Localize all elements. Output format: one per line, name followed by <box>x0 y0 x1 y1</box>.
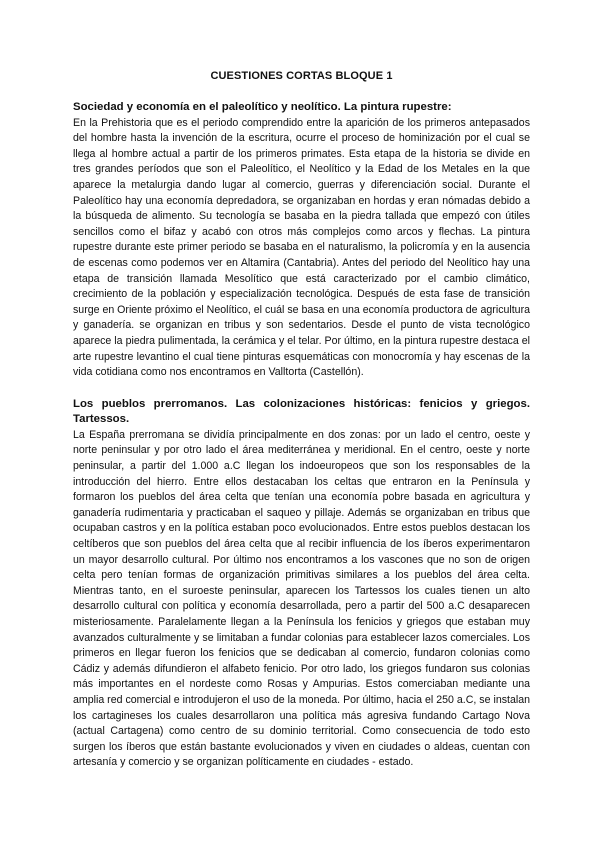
section-heading: Los pueblos prerromanos. Las colonizaciones históricas: fenicios y griegos. Tartessos. <box>73 397 530 426</box>
section-body: La España prerromana se dividía principalmente en dos zonas: por un lado el centro, oeste y norte peninsular y por otro lado el área mediterránea y meridional. En el centro, oeste y norte peninsular, a partir del 1.000 a.C llegan los indoeuropeos que son los responsables de la introducción del hierro. Entre ellos destacaban los celtas que entraron en la Península y formaron los pueblos del área celta que tenían una economía pobre basada en agricultura y ganadería rudimentaria y practicaban el saqueo y pillaje. Además se organizaban en tribus que ocupaban castros y en la política estaban poco evolucionados. Entre estos pueblos destacan los celtíberos que son pueblos del área celta que al recibir influencia de los íberos experimentaron un mayor desarrollo cultural. Por último nos encontramos a los vascones que no son de origen celta pero tenían formas de organización primitivas similares a los pueblos del área celta. Mientras tanto, en el suroeste peninsular, aparecen los Tartessos los cuales tienen un alto desarrollo cultural con política y economía desarrollada, pero a partir del 500 a.C desaparecen misteriosamente. Paralelamente llegan a la Península los fenicios y griegos que estaban muy avanzados culturalmente y se limitaban a fundar colonias para establecer lazos comerciales. Los primeros en llegar fueron los fenicios que se dedicaban al comercio, fundaron colonias como Cádiz y además difundieron el alfabeto fenicio. Por otro lado, los griegos fundaron sus colonias más importantes en el nordeste como Rosas y Ampurias. Estos comerciaban mediante una amplia red comercial e introdujeron el uso de la moneda. Por último, hacia el 250 a.C, se instalan los cartagineses los cuales desarrollaron una política más agresiva fundando Cartago Nova (actual Cartagena) como centro de su dominio territorial. Como consecuencia de todo esto surgen los íberos que están bastante evolucionados y viven en ciudades o aldeas, cuentan con artesanía y comercio y se organizan políticamente en ciudades - estado. <box>73 428 530 769</box>
section-body: En la Prehistoria que es el periodo comprendido entre la aparición de los primeros antepasados del hombre hasta la invención de la escritura, ocurre el proceso de hominización por el cual se llega al hombre actual a partir de los primeros primates. Esta etapa de la historia se divide en tres grandes períodos que son el Paleolítico, el Neolítico y la Edad de los Metales en la que aparece la metalurgia dando lugar al comercio, guerras y diferenciación social. Durante el Paleolítico hay una economía depredadora, se organizaban en hordas y eran nómadas debido a la búsqueda de alimento. Su tecnología se basaba en la piedra tallada que empezó con útiles sencillos como el bifaz y acabó con otros más complejos como arcos y flechas. La pintura rupestre durante este primer periodo se basaba en el naturalismo, la policromía y en la ausencia de escenas como podemos ver en Altamira (Cantabria). Antes del periodo del Neolítico hay una etapa de transición llamada Mesolítico que está caracterizado por el cambio climático, crecimiento de la población y especialización tecnológica. Después de esta fase de transición surge en Oriente próximo el Neolítico, el cuál se basa en una economía productora de agricultura y ganadería. se organizan en tribus y son sedentarios. Desde el punto de vista tecnológico aparece la piedra pulimentada, la cerámica y el telar. Por último, en la pintura rupestre destaca el arte rupestre levantino el cual tiene pinturas esquemáticas con monocromía y hay escenas de la vida cotidiana como nos encontramos en Valltorta (Castellón). <box>73 116 530 379</box>
section-pueblos-prerromanos <box>73 397 530 771</box>
document-page <box>73 70 530 771</box>
section-heading: Sociedad y economía en el paleolítico y neolítico. La pintura rupestre: <box>73 101 452 113</box>
document-title: CUESTIONES CORTAS BLOQUE 1 <box>210 70 393 82</box>
section-paleolitico-neolitico <box>73 100 530 381</box>
